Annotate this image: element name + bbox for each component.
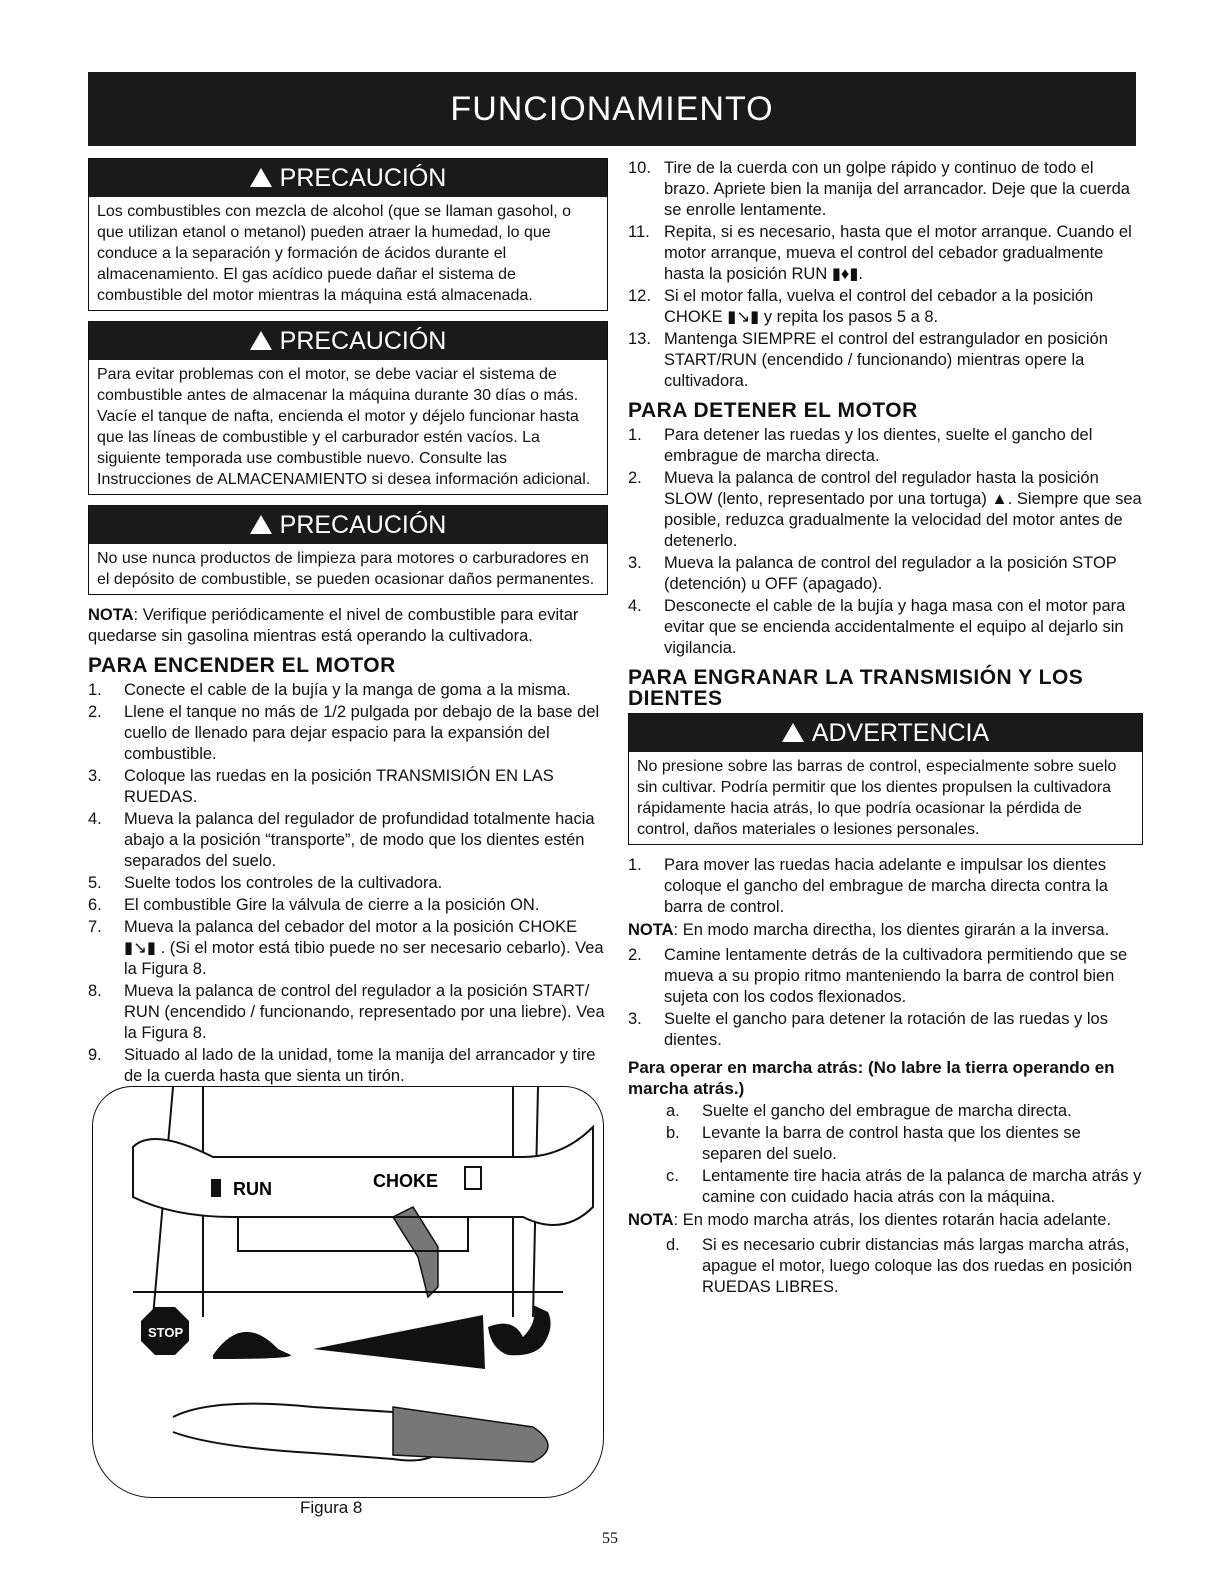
- list-item: 3. Mueva la palanca de control del regulador a la posición STOP (detención) u OFF (apagado).: [628, 554, 1117, 593]
- reverse-heading: Para operar en marcha atrás: (No labre la tierra operando en marcha atrás.): [628, 1058, 1115, 1098]
- list-item: 1. Para mover las ruedas hacia adelante e impulsar los dientes coloque el gancho del embrague de marcha directa contra la barra de control.: [628, 856, 1108, 916]
- list-item: c. Lentamente tire hacia atrás de la palanca de marcha atrás y camine con cuidado hacia atrás con la máquina.: [666, 1167, 1142, 1206]
- list-item: a. Suelte el gancho del embrague de marcha directa.: [666, 1102, 1072, 1120]
- turtle-icon: [213, 1332, 291, 1359]
- page-number: 55: [602, 1530, 618, 1547]
- list-item: 9. Situado al lado de la unidad, tome la manija del arrancador y tire de la cuerda hasta que sienta un tirón.: [88, 1046, 596, 1085]
- caution-title: PRECAUCIÓN: [279, 163, 447, 192]
- speed-wedge-icon: [313, 1315, 485, 1369]
- warning-triangle-icon: [250, 515, 272, 534]
- right-column: [628, 158, 1143, 1299]
- warning-title: ADVERTENCIA: [811, 718, 990, 747]
- list-item: 8. Mueva la palanca de control del regulador a la posición START/ RUN (encendido / funcionando, representado por una liebre). Vea la Figura 8.: [88, 982, 605, 1042]
- warning-triangle-icon: [782, 723, 804, 742]
- warning-triangle-icon: [250, 331, 272, 350]
- list-item: 13. Mantenga SIEMPRE el control del estrangulador en posición START/RUN (encendido / funcionando) mientras opere la cultivadora.: [628, 330, 1108, 390]
- caution-text: Para evitar problemas con el motor, se debe vaciar el sistema de combustible antes de almacenar la máquina durante 30 días o más. Vacíe el tanque de nafta, encienda el motor y déjelo funcionar hasta que las líneas de combustible y el carburador estén vacíos. La siguiente temporada use combustible nuevo. Consulte las Instrucciones de ALMACENAMIENTO si desea información adicional.: [97, 366, 591, 488]
- section-title: FUNCIONAMIENTO: [450, 89, 774, 128]
- reverse-note: NOTA: En modo marcha atrás, los dientes rotarán hacia adelante.: [628, 1211, 1112, 1229]
- forward-note: NOTA: En modo marcha directha, los dientes girarán a la inversa.: [628, 921, 1110, 939]
- warning-text: No presione sobre las barras de control, especialmente sobre suelo sin cultivar. Podría permitir que los dientes propulsen la cultivadora rápidamente hacia atrás, lo que podría ocasionar la pérdida de control, daños materiales o lesiones personales.: [637, 758, 1117, 838]
- list-item: 1. Para detener las ruedas y los dientes, suelte el gancho del embrague de marcha directa.: [628, 426, 1093, 465]
- figure-8-illustration: [92, 1086, 604, 1498]
- engage-heading: PARA ENGRANAR LA TRANSMISIÓN Y LOS DIENTES: [628, 666, 1084, 710]
- caution-text: Los combustibles con mezcla de alcohol (que se llaman gasohol, o que utilizan etanol o metanol) pueden atraer la humedad, lo que conduce a la separación y formación de ácidos durante el almacenamiento. El gas acídico puede dañar el sistema de combustible del motor mientras la máquina está almacenada.: [97, 203, 572, 304]
- engage-steps-list-2: [628, 945, 1143, 1051]
- hare-icon: [488, 1305, 551, 1355]
- choke-label: CHOKE: [373, 1171, 439, 1191]
- figure-caption: Figura 8: [300, 1498, 363, 1517]
- list-item: 11. Repita, si es necesario, hasta que el motor arranque. Cuando el motor arranque, mueva el control del cebador gradualmente hasta la posición RUN ▮♦▮.: [628, 223, 1132, 283]
- caution-box-3: [88, 505, 608, 595]
- left-column: [88, 158, 608, 1088]
- run-symbol-icon: [211, 1179, 221, 1197]
- run-label: RUN: [233, 1179, 272, 1199]
- list-item: 12. Si el motor falla, vuelva el control del cebador a la posición CHOKE ▮↘▮ y repita los pasos 5 a 8.: [628, 287, 1094, 326]
- list-item: 2. Mueva la palanca de control del regulador hasta la posición SLOW (lento, representado por una tortuga) ▲. Siempre que sea posible, reduzca gradualmente la velocidad del motor antes de detenerlo.: [628, 469, 1142, 550]
- reverse-steps-list-2: [628, 1235, 1143, 1298]
- caution-box-1: [88, 158, 608, 311]
- list-item: 7. Mueva la palanca del cebador del motor a la posición CHOKE ▮↘▮ . (Si el motor está tibio puede no ser necesario cebarlo). Vea la Figura 8.: [88, 918, 604, 978]
- section-banner: [88, 72, 1136, 146]
- list-item: 2. Llene el tanque no más de 1/2 pulgada por debajo de la base del cuello de llenado para dejar espacio para la expansión del combustible.: [88, 703, 600, 763]
- start-steps-list: [88, 680, 608, 1087]
- list-item: 3. Suelte el gancho para detener la rotación de las ruedas y los dientes.: [628, 1010, 1108, 1049]
- reverse-steps-list: [628, 1101, 1143, 1208]
- throttle-control-drawing: [93, 1087, 603, 1497]
- warning-box: [628, 713, 1143, 845]
- list-item: 4. Desconecte el cable de la bujía y haga masa con el motor para evitar que se encienda accidentalmente el equipo al dejarlo sin vigilancia.: [628, 597, 1126, 657]
- list-item: 5. Suelte todos los controles de la cultivadora.: [88, 874, 443, 892]
- list-item: 1. Conecte el cable de la bujía y la manga de goma a la misma.: [88, 681, 571, 699]
- list-item: 4. Mueva la palanca del regulador de profundidad totalmente hacia abajo a la posición “transporte”, de modo que los dientes estén separados del suelo.: [88, 810, 595, 870]
- caution-title: PRECAUCIÓN: [279, 326, 447, 355]
- warning-triangle-icon: [250, 168, 272, 187]
- svg-text:STOP: STOP: [148, 1325, 184, 1340]
- list-item: 10. Tire de la cuerda con un golpe rápido y continuo de todo el brazo. Apriete bien la manija del arrancador. Deje que la cuerda se enrolle lentamente.: [628, 159, 1130, 219]
- list-item: 6. El combustible Gire la válvula de cierre a la posición ON.: [88, 896, 540, 914]
- caution-box-2: [88, 321, 608, 495]
- list-item: 3. Coloque las ruedas en la posición TRANSMISIÓN EN LAS RUEDAS.: [88, 767, 554, 806]
- start-engine-heading: PARA ENCENDER EL MOTOR: [88, 654, 396, 677]
- caution-text: No use nunca productos de limpieza para motores o carburadores en el depósito de combustible, se pueden ocasionar daños permanentes.: [97, 550, 595, 588]
- caution-title: PRECAUCIÓN: [279, 510, 447, 539]
- engage-steps-list: [628, 855, 1143, 918]
- stop-steps-list: [628, 425, 1143, 659]
- stop-engine-heading: PARA DETENER EL MOTOR: [628, 399, 918, 422]
- list-item: d. Si es necesario cubrir distancias más largas marcha atrás, apague el motor, luego coloque las dos ruedas en posición RUEDAS LIBRES.: [666, 1236, 1133, 1296]
- start-steps-continued: [628, 158, 1143, 392]
- list-item: 2. Camine lentamente detrás de la cultivadora permitiendo que se mueva a su propio ritmo manteniendo la barra de control bien sujeta con los codos flexionados.: [628, 946, 1128, 1006]
- list-item: b. Levante la barra de control hasta que los dientes se separen del suelo.: [666, 1124, 1081, 1163]
- throttle-lever-grip: [393, 1407, 548, 1462]
- fuel-note: NOTA: Verifique periódicamente el nivel de combustible para evitar quedarse sin gasolina mientras está operando la cultivadora.: [88, 606, 579, 645]
